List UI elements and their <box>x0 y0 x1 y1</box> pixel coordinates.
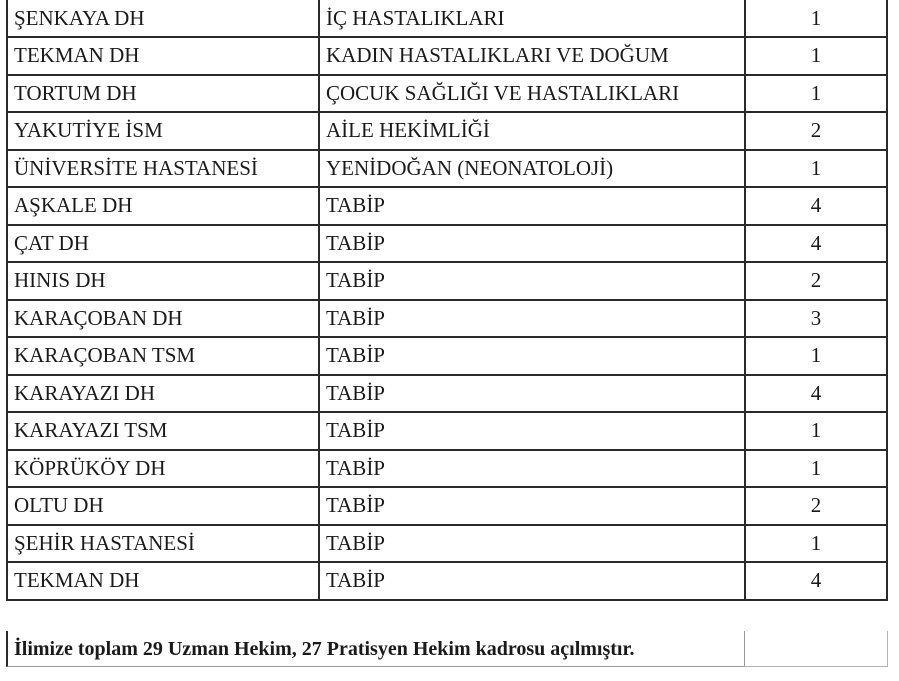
table-row <box>7 300 887 338</box>
branch-cell: ÇOCUK SAĞLIĞI VE HASTALIKLARI <box>319 75 745 113</box>
count-cell: 1 <box>745 75 887 113</box>
branch-cell: TABİP <box>319 225 745 263</box>
institution-cell: TEKMAN DH <box>7 562 319 600</box>
table-row <box>7 187 887 225</box>
table-row <box>7 112 887 150</box>
table-row <box>7 412 887 450</box>
table-row <box>7 450 887 488</box>
institution-cell: ŞEHİR HASTANESİ <box>7 525 319 563</box>
institution-cell: KÖPRÜKÖY DH <box>7 450 319 488</box>
count-cell: 2 <box>745 487 887 525</box>
count-cell: 4 <box>745 562 887 600</box>
count-cell: 4 <box>745 375 887 413</box>
institution-cell: OLTU DH <box>7 487 319 525</box>
branch-cell: TABİP <box>319 262 745 300</box>
count-cell: 1 <box>745 337 887 375</box>
table-row <box>7 0 887 37</box>
branch-cell: KADIN HASTALIKLARI VE DOĞUM <box>319 37 745 75</box>
table-body <box>7 0 887 600</box>
branch-cell: TABİP <box>319 412 745 450</box>
count-cell: 2 <box>745 112 887 150</box>
table-row <box>7 487 887 525</box>
table-row <box>7 337 887 375</box>
count-cell: 4 <box>745 187 887 225</box>
institution-cell: ÜNİVERSİTE HASTANESİ <box>7 150 319 188</box>
count-cell: 1 <box>745 525 887 563</box>
count-cell: 1 <box>745 37 887 75</box>
branch-cell: TABİP <box>319 487 745 525</box>
institution-cell: ŞENKAYA DH <box>7 0 319 37</box>
count-cell: 4 <box>745 225 887 263</box>
table-row <box>7 375 887 413</box>
institution-cell: ÇAT DH <box>7 225 319 263</box>
table-row <box>7 75 887 113</box>
institution-cell: KARAÇOBAN DH <box>7 300 319 338</box>
table-row <box>7 225 887 263</box>
summary-footer <box>6 631 888 669</box>
table-row <box>7 525 887 563</box>
summary-empty-cell <box>744 631 888 667</box>
institution-cell: KARAYAZI TSM <box>7 412 319 450</box>
table-row <box>7 262 887 300</box>
count-cell: 2 <box>745 262 887 300</box>
institution-cell: TEKMAN DH <box>7 37 319 75</box>
count-cell: 1 <box>745 150 887 188</box>
count-cell: 1 <box>745 0 887 37</box>
summary-note: İlimize toplam 29 Uzman Hekim, 27 Pratisyen Hekim kadrosu açılmıştır. <box>6 631 744 667</box>
branch-cell: TABİP <box>319 375 745 413</box>
branch-cell: AİLE HEKİMLİĞİ <box>319 112 745 150</box>
branch-cell: İÇ HASTALIKLARI <box>319 0 745 37</box>
institution-cell: AŞKALE DH <box>7 187 319 225</box>
institution-cell: HINIS DH <box>7 262 319 300</box>
table-row <box>7 150 887 188</box>
institution-cell: TORTUM DH <box>7 75 319 113</box>
staff-position-table <box>6 0 888 601</box>
branch-cell: TABİP <box>319 300 745 338</box>
branch-cell: TABİP <box>319 450 745 488</box>
institution-cell: KARAÇOBAN TSM <box>7 337 319 375</box>
branch-cell: TABİP <box>319 337 745 375</box>
count-cell: 1 <box>745 412 887 450</box>
count-cell: 1 <box>745 450 887 488</box>
count-cell: 3 <box>745 300 887 338</box>
branch-cell: TABİP <box>319 525 745 563</box>
branch-cell: TABİP <box>319 562 745 600</box>
table-row <box>7 37 887 75</box>
branch-cell: TABİP <box>319 187 745 225</box>
branch-cell: YENİDOĞAN (NEONATOLOJİ) <box>319 150 745 188</box>
institution-cell: KARAYAZI DH <box>7 375 319 413</box>
table-row <box>7 562 887 600</box>
institution-cell: YAKUTİYE İSM <box>7 112 319 150</box>
